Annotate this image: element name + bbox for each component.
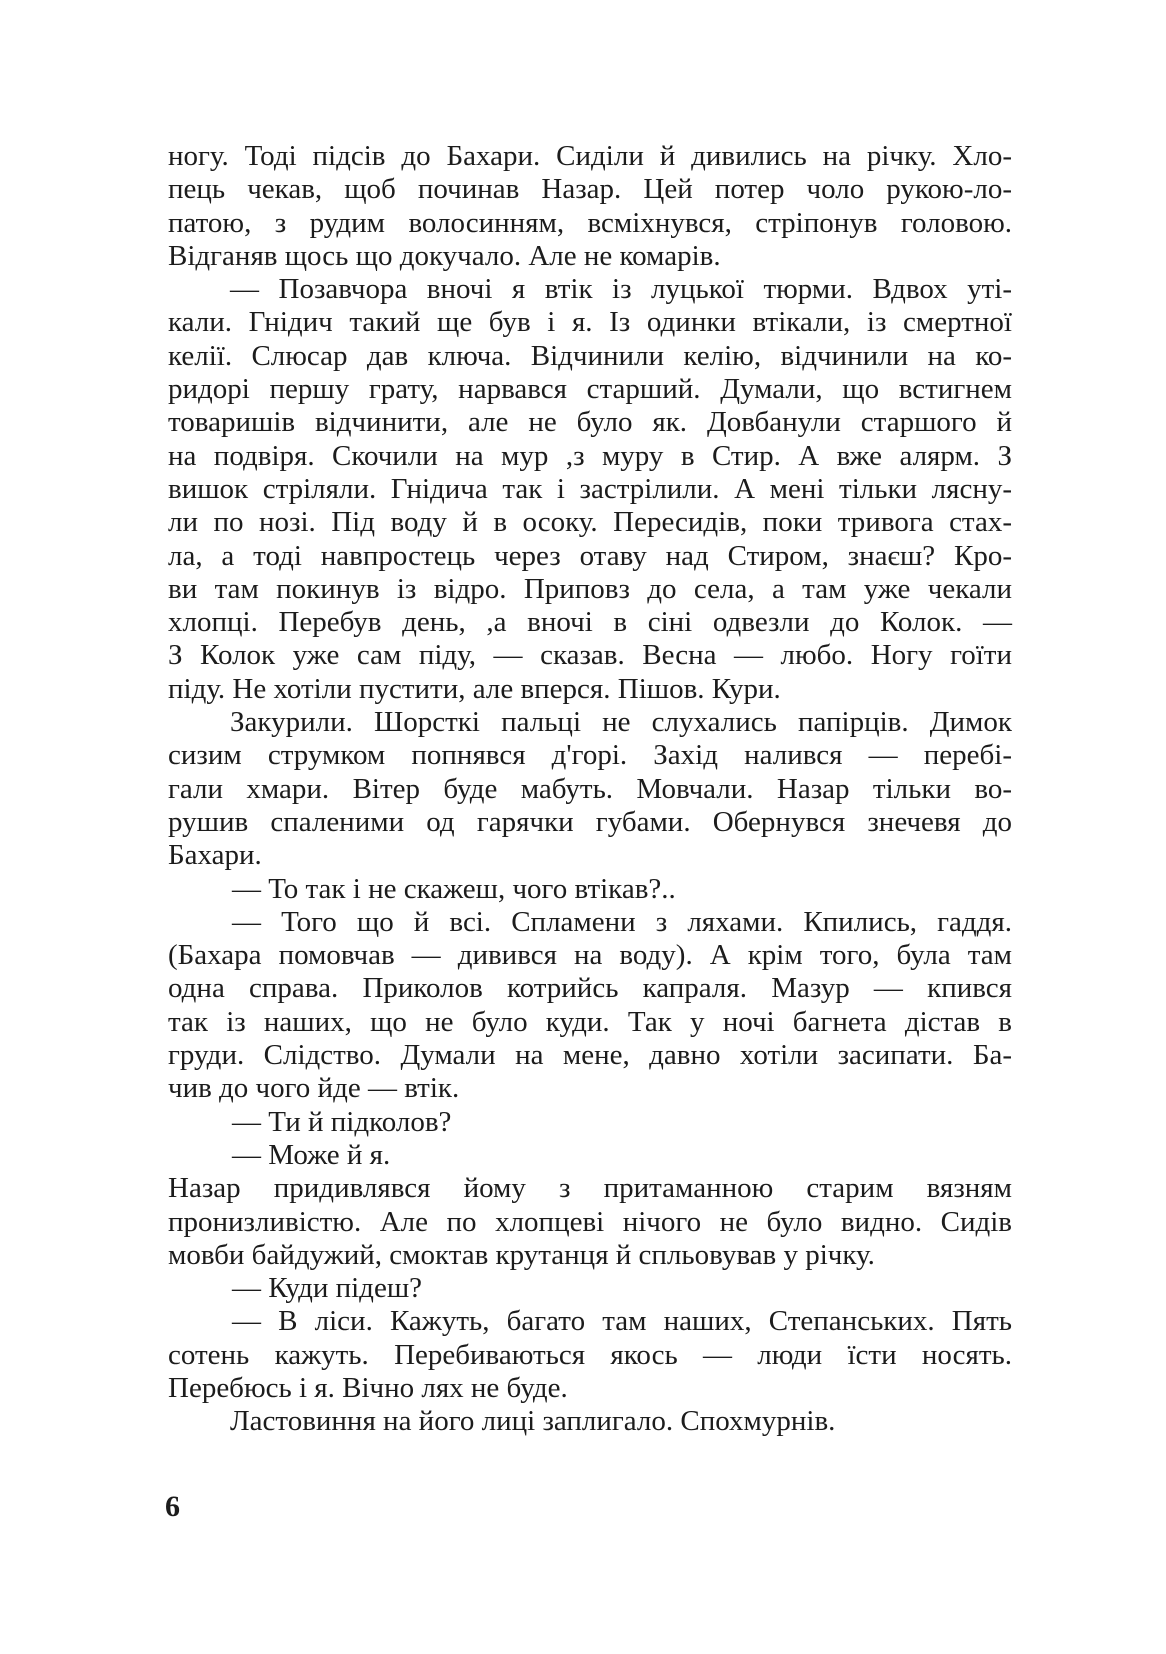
text-line: З Колок уже сам піду, — сказав. Весна — любо. Ногу гоїти [168,639,1012,672]
text-line: Закурили. Шорсткі пальці не слухались папірців. Димок [230,706,1012,739]
page-number: 6 [165,1490,180,1523]
text-line: пець чекав, щоб починав Назар. Цей потер чоло рукою-ло- [168,173,1012,206]
text-line: гали хмари. Вітер буде мабуть. Мовчали. Назар тільки во- [168,772,1012,805]
text-line: кали. Гнідич такий ще був і я. Із одинки втікали, із смертної [168,306,1012,339]
text-line: вишок стріляли. Гнідича так і застрілили. А мені тільки лясну- [168,472,1012,505]
body-text [168,140,1012,1439]
text-line: — Куди підеш? [232,1272,423,1305]
text-line: чив до чого йде — втік. [168,1072,460,1105]
text-line: мовби байдужий, смоктав крутанця й спльовував у річку. [168,1238,875,1271]
text-line: ли по нозі. Під воду й в осоку. Пересидів, поки тривога стах- [168,506,1012,539]
text-line: Відганяв щось що докучало. Але не комарів. [168,239,721,272]
text-line: Назар придивлявся йому з притаманною старим вязням [168,1172,1012,1205]
text-line: на подвіря. Скочили на мур ,з муру в Стир. А вже алярм. З [168,439,1012,472]
text-line: сотень кажуть. Перебиваються якось — люди їсти носять. [168,1338,1012,1371]
text-line: так із наших, що не було куди. Так у ночі багнета дістав в [168,1005,1012,1038]
text-line: груди. Слідство. Думали на мене, давно хотіли засипати. Ба- [168,1039,1012,1072]
text-line: келії. Слюсар дав ключа. Відчинили келію, відчинили на ко- [168,339,1012,372]
text-line: Бахари. [168,839,262,872]
text-line: — Того що й всі. Спламени з ляхами. Кпились, гаддя. [232,905,1012,938]
text-line: одна справа. Приколов котрийсь капраля. Мазур — кпився [168,972,1012,1005]
text-line: — То так і не скажеш, чого втікав?.. [232,872,676,905]
text-line: — В ліси. Кажуть, багато там наших, Степанських. Пять [232,1305,1012,1338]
text-line: пронизливістю. Але по хлопцеві нічого не було видно. Сидів [168,1205,1012,1238]
text-line: ридорі першу грату, нарвався старший. Думали, що встигнем [168,373,1012,406]
text-line: — Може й я. [232,1138,391,1171]
text-line: ногу. Тоді підсів до Бахари. Сиділи й дивились на річку. Хло- [168,140,1012,172]
text-line: Перебюсь і я. Вічно лях не буде. [168,1371,568,1404]
text-line: (Бахара помовчав — дивився на воду). А крім того, була там [168,939,1012,972]
text-line: хлопці. Перебув день, ,а вночі в сіні одвезли до Колок. — [168,606,1012,639]
text-line: ви там покинув із відро. Приповз до села, а там уже чекали [168,572,1012,605]
text-line: патою, з рудим волосинням, всміхнувся, стріпонув головою. [168,206,1012,239]
text-line: піду. Не хотіли пустити, але вперся. Пішов. Кури. [168,672,781,705]
text-line: Ластовиння на його лиці заплигало. Спохмурнів. [230,1405,836,1438]
text-line: — Позавчора вночі я втік із луцької тюрми. Вдвох уті- [230,273,1012,306]
text-line: — Ти й підколов? [232,1105,452,1138]
text-line: сизим струмком попнявся д'горі. Захід налився — перебі- [168,739,1012,772]
text-line: товаришів відчинити, але не було як. Довбанули старшого й [168,406,1012,439]
text-line: ла, а тоді навпростець через отаву над Стиром, знаєш? Кро- [168,539,1012,572]
text-line: рушив спаленими од гарячки губами. Обернувся знечевя до [168,805,1012,838]
